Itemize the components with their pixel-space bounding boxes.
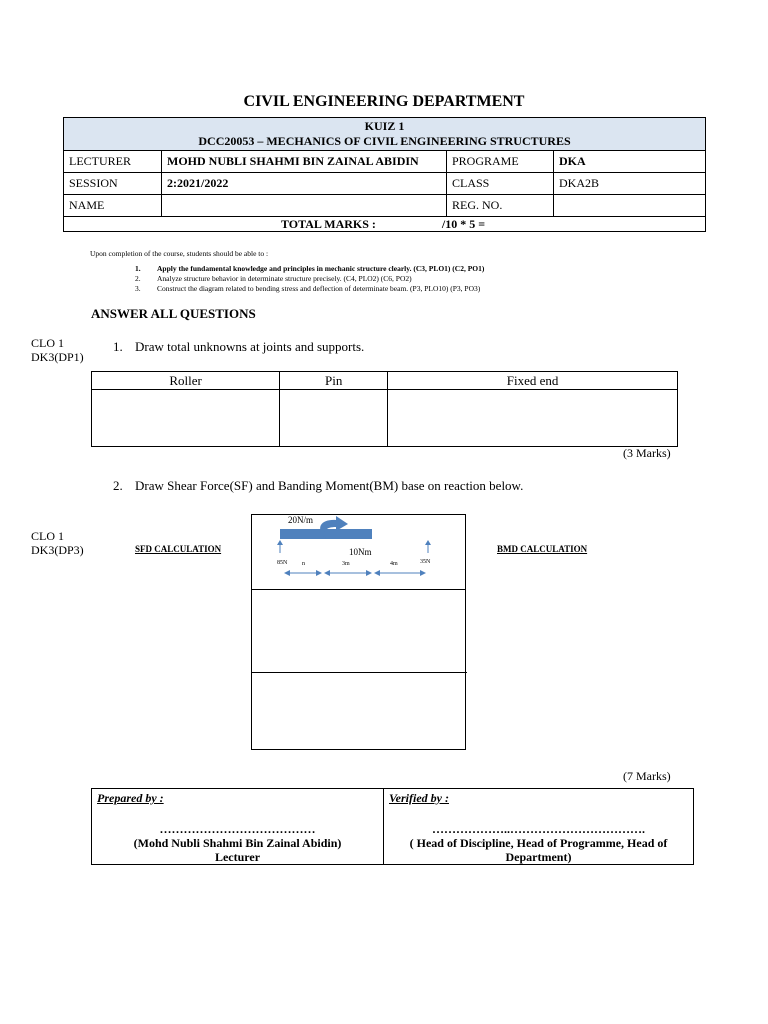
prepared-signature-line[interactable]: …………………………………	[159, 822, 316, 836]
beam-diagram-box	[251, 514, 466, 590]
q1-clo: CLO 1	[31, 336, 64, 350]
total-marks-row	[64, 217, 706, 232]
programe-label: PROGRAME	[447, 151, 554, 173]
q2-number: 2.	[113, 478, 123, 493]
session-label: SESSION	[64, 173, 162, 195]
total-marks-value: /10 * 5 =	[441, 217, 486, 231]
prepared-by-label: Prepared by :	[97, 791, 164, 805]
udl-label: 20N/m	[288, 515, 314, 525]
regno-field[interactable]	[554, 195, 706, 217]
course-title: DCC20053 – MECHANICS OF CIVIL ENGINEERING STRUCTURES	[198, 134, 571, 148]
prepared-role: Lecturer	[214, 850, 261, 864]
quiz-header-table	[63, 117, 706, 232]
pin-answer-cell[interactable]	[280, 390, 388, 447]
total-marks-label: TOTAL MARKS :	[281, 217, 376, 231]
pin-header: Pin	[280, 372, 388, 390]
programe-value: DKA	[554, 151, 706, 173]
verified-line-2: Department)	[505, 850, 572, 864]
outcome-item: 2. Analyze structure behavior in determinate structure precisely. (C4, PLO2) (C6, PO2)	[135, 274, 412, 283]
q2-clo: CLO 1	[31, 529, 64, 543]
name-field[interactable]	[162, 195, 447, 217]
instruction-heading: ANSWER ALL QUESTIONS	[91, 306, 256, 321]
q1-text: Draw total unknowns at joints and supports.	[135, 339, 365, 354]
right-reaction-label: 35N	[420, 559, 431, 565]
span-3-label: 4m	[390, 561, 398, 567]
span-2-label: 3m	[342, 561, 350, 567]
q1-clo-tag	[31, 336, 84, 364]
q2-text: Draw Shear Force(SF) and Banding Moment(BM) base on reaction below.	[135, 478, 524, 493]
moment-label: 10Nm	[349, 547, 372, 557]
quiz-label: KUIZ 1	[364, 119, 405, 133]
outcome-item: 3. Construct the diagram related to bending stress and deflection of determinate beam. (P3, PLO10) (P3, PO3)	[135, 284, 481, 293]
verified-signature-line[interactable]: ………………..…………………………….	[432, 822, 645, 836]
verified-by-cell	[384, 789, 694, 865]
span-1-label: n	[302, 561, 305, 567]
roller-answer-cell[interactable]	[92, 390, 280, 447]
course-outcomes-list	[135, 264, 484, 294]
prepared-by-cell	[92, 789, 384, 865]
beam-shape	[280, 529, 372, 539]
lecturer-value: MOHD NUBLI SHAHMI BIN ZAINAL ABIDIN	[162, 151, 447, 173]
regno-label: REG. NO.	[447, 195, 554, 217]
left-reaction-arrowhead	[277, 540, 283, 545]
signoff-table	[91, 788, 694, 865]
outcome-item: 1. Apply the fundamental knowledge and principles in mechanic structure clearly. (C3, PLO1) (C2, PO1)	[135, 264, 485, 273]
bmd-drawing-area[interactable]	[251, 672, 466, 750]
supports-table	[91, 371, 678, 447]
fixed-end-header: Fixed end	[388, 372, 678, 390]
q1-number: 1.	[113, 339, 123, 354]
right-reaction-arrowhead	[425, 540, 431, 545]
bmd-calculation-label: BMD CALCULATION	[497, 544, 588, 554]
document-title: CIVIL ENGINEERING DEPARTMENT	[243, 93, 525, 110]
class-value: DKA2B	[554, 173, 706, 195]
header-band	[64, 118, 706, 151]
question-1	[113, 339, 364, 355]
verified-by-label: Verified by :	[389, 791, 449, 805]
lecturer-label: LECTURER	[64, 151, 162, 173]
q1-dk: DK3(DP1)	[31, 350, 84, 364]
sfd-calculation-label: SFD CALCULATION	[135, 544, 222, 554]
roller-header: Roller	[92, 372, 280, 390]
verified-line-1: ( Head of Discipline, Head of Programme, Head of	[409, 836, 668, 850]
outcomes-intro: Upon completion of the course, students should be able to :	[90, 249, 269, 258]
name-label: NAME	[64, 195, 162, 217]
fixed-end-answer-cell[interactable]	[388, 390, 678, 447]
prepared-name: (Mohd Nubli Shahmi Bin Zainal Abidin)	[133, 836, 342, 850]
q1-marks: (3 Marks)	[623, 446, 671, 460]
sfd-drawing-area[interactable]	[251, 589, 466, 673]
left-reaction-label: 85N	[277, 560, 288, 566]
q2-marks: (7 Marks)	[623, 769, 671, 783]
session-value: 2:2021/2022	[162, 173, 447, 195]
question-2	[113, 478, 523, 494]
class-label: CLASS	[447, 173, 554, 195]
q2-dk: DK3(DP3)	[31, 543, 84, 557]
q2-clo-tag	[31, 529, 84, 557]
